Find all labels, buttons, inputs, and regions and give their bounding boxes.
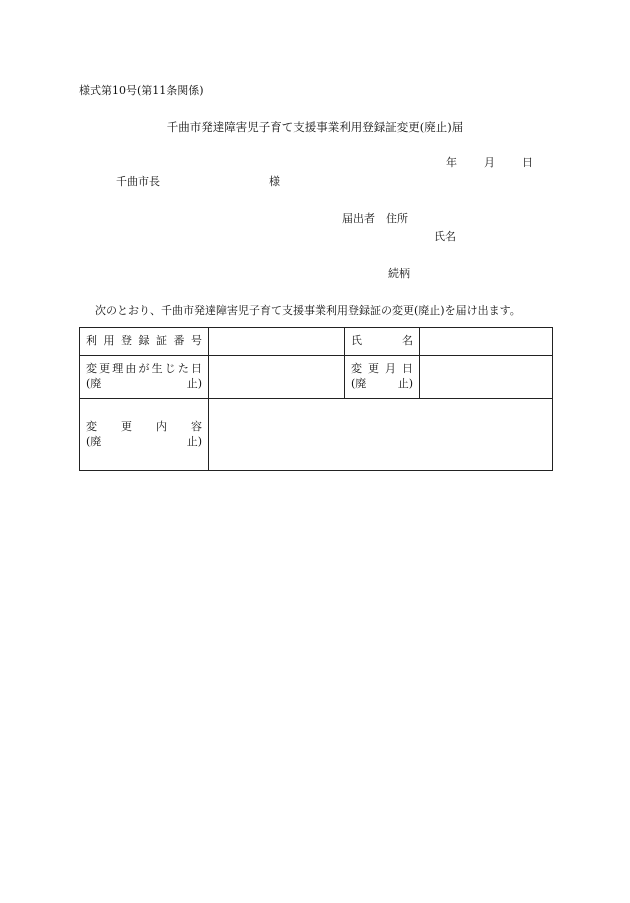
applicant-name-label: 氏名 [434, 230, 456, 243]
change-content-label [80, 399, 209, 471]
change-content-line1: 変 更 内 容 [86, 419, 202, 433]
change-date-line2: (廃 止) [351, 377, 413, 390]
table-row [80, 328, 553, 356]
registration-number-text: 利 用 登 録 証 番 号 [86, 334, 202, 348]
date-day-label: 日 [522, 156, 533, 169]
applicant-label: 届出者 [342, 212, 375, 225]
change-date-label [345, 356, 420, 399]
address-label: 住所 [386, 212, 408, 225]
intro-statement: 次のとおり、千曲市発達障害児子育て支援事業利用登録証の変更(廃止)を届け出ます。 [95, 304, 521, 317]
reason-date-field[interactable] [209, 356, 345, 399]
reason-date-line2: (廃 止) [86, 377, 202, 390]
date-month-label: 月 [484, 156, 495, 169]
name-field[interactable] [420, 328, 553, 356]
applicant-address-line [342, 213, 408, 224]
name-label-text: 氏 名 [351, 334, 413, 348]
reason-date-label [80, 356, 209, 399]
recipient-honorific: 様 [269, 175, 280, 188]
change-date-field[interactable] [420, 356, 553, 399]
relationship-label: 続柄 [388, 267, 410, 280]
registration-number-label [80, 328, 209, 356]
recipient-name: 千曲市長 [116, 175, 160, 188]
change-content-line2: (廃 止) [86, 434, 202, 448]
registration-number-field[interactable] [209, 328, 345, 356]
change-content-field[interactable] [209, 399, 553, 471]
recipient [116, 176, 280, 187]
table-row [80, 356, 553, 399]
form-number: 様式第10号(第11条関係) [79, 84, 204, 97]
change-date-line1: 変 更 月 日 [351, 362, 413, 376]
document-title: 千曲市発達障害児子育て支援事業利用登録証変更(廃止)届 [166, 120, 464, 134]
date-year-label: 年 [446, 156, 457, 169]
date-line [446, 157, 533, 168]
table-row [80, 399, 553, 471]
name-label [345, 328, 420, 356]
form-table [79, 327, 553, 471]
reason-date-line1: 変 更 理 由 が 生 じ た 日 [86, 362, 202, 376]
